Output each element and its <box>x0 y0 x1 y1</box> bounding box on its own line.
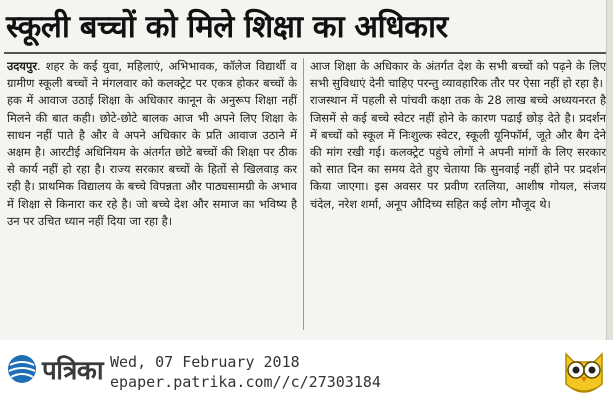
globe-icon <box>6 353 38 385</box>
headline-rule <box>4 52 607 54</box>
column-divider <box>303 58 304 330</box>
logo-wordmark: पत्रिका <box>42 356 104 386</box>
clipping-edge <box>606 0 613 340</box>
article-paragraph: राजस्थान में पहली से पांचवी कक्षा तक के 28 लाख बच्चे अध्ययनरत है जिसमें से कई बच्चे स्वेटर नहीं होने के कारण पढाई छोड़ देते है। प्रदर्शन में बच्चों को स्कूल में निःशुल्क स्वेटर, स्कूली यूनिफॉर्म, जूते और बैग देने की मांग रखी गई। कलक्ट्रेट पहुंचे लोगों ने अपनी मांगों के लिए सरकार को सात दिन का समय देते हुए चेताया कि सुनवाई नहीं होने पर प्रदर्शन किया जाएगा। इस अवसर पर प्रवीण रतलिया, आशीष गोयल, संजय चंदेल, नरेश शर्मा, अनूप औदिच्य सहित कई लोग मौजूद थे। <box>310 93 606 211</box>
article-headline: स्कूली बच्चों को मिले शिक्षा का अधिकार <box>6 9 448 45</box>
article-column-right <box>310 58 606 334</box>
epaper-meta <box>110 352 381 392</box>
article-dateline: उदयपुर <box>7 59 38 73</box>
publish-date: Wed, 07 February 2018 <box>110 353 300 371</box>
article-column-left <box>7 58 297 334</box>
epaper-url-link[interactable]: epaper.patrika.com//c/27303184 <box>110 373 381 391</box>
article-text: . शहर के कई युवा, महिलाएं, अभिभावक, कॉलेज विद्यार्थी व ग्रामीण स्कूली बच्चों ने मंगलवार को कलक्ट्रेट पर एकत्र होकर बच्चों के हक में आवाज उठाई शिक्षा के अधिकार कानून के अनुरूप शिक्षा नहीं मिलने की बात कही। छोटे-छोटे बालक आज भी अपने लिए शिक्षा के साधन नहीं पाते है और वे अपने अधिकार के प्रति आवाज उठाने में अक्षम है। आरटीई अधिनियम के अंतर्गत छोटे बच्चों की शिक्षा पर ठीक से कार्य नहीं हो रहा है। राज्य सरकार बच्चों के हितों से खिलवाड़ कर रही है। प्राथमिक विद्यालय के बच्चे विपन्नता और पाठ्यसामग्री के अभाव में शिक्षा से किनारा कर रहे है। जो बच्चे देश और समाज का भविष्य है उन पर उचित ध्यान नहीं दिया जा रहा है। <box>7 59 297 228</box>
article-paragraph <box>7 58 297 230</box>
article-paragraph: आज शिक्षा के अधिकार के अंतर्गत देश के सभी बच्चों को पढ़ने के लिए सभी सुविधाएं देनी चाहिए परन्तु व्यावहारिक तौर पर ऐसा नहीं हो रहा है। <box>310 59 606 91</box>
patrika-logo[interactable] <box>6 350 103 388</box>
owl-mascot-icon <box>558 344 610 398</box>
